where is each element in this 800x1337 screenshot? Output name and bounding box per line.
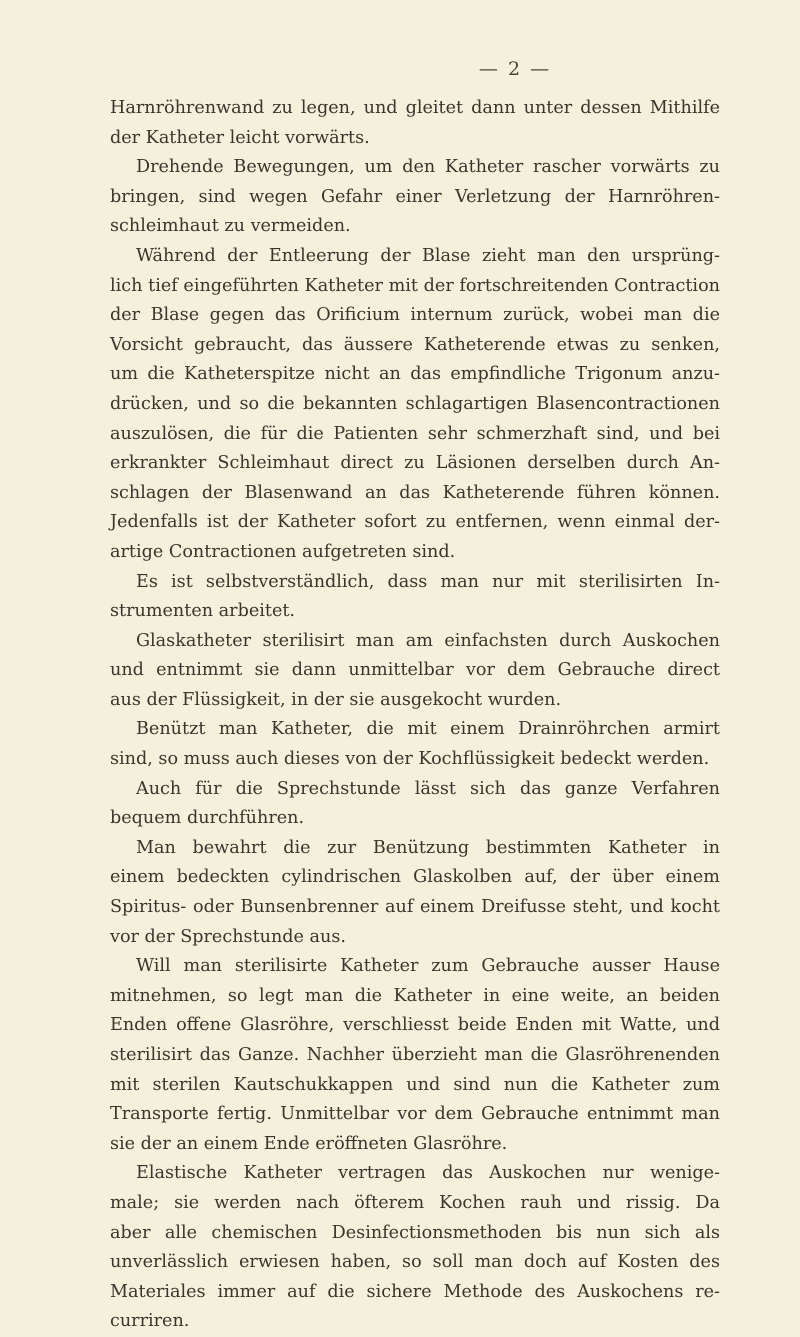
text-line: mit sterilen Kautschukkappen und sind nun die Katheter zum <box>110 1074 720 1095</box>
text-line: einem bedeckten cylindrischen Glaskolben auf, der über einem <box>110 867 720 888</box>
text-line: sie der an einem Ende eröffneten Glasröhre. <box>110 1133 508 1154</box>
text-line: schleimhaut zu vermeiden. <box>110 216 351 237</box>
text-line: Drehende Bewegungen, um den Katheter rascher vorwärts zu <box>136 157 720 178</box>
text-line: Glaskatheter sterilisirt man am einfachsten durch Auskochen <box>136 630 720 651</box>
text-line: unverlässlich erwiesen haben, so soll man doch auf Kosten des <box>110 1252 720 1273</box>
text-line: Enden offene Glasröhre, verschliesst beide Enden mit Watte, und <box>110 1015 720 1036</box>
paragraph <box>110 952 720 1159</box>
paragraph <box>110 153 720 242</box>
text-line: Transporte fertig. Unmittelbar vor dem Gebrauche entnimmt man <box>110 1104 720 1125</box>
text-line: lich tief eingeführten Katheter mit der fortschreitenden Contraction <box>110 275 720 296</box>
text-line: der Blase gegen das Orificium internum zurück, wobei man die <box>110 305 720 326</box>
text-line: vor der Sprechstunde aus. <box>110 926 347 947</box>
text-line: sind, so muss auch dieses von der Kochflüssigkeit bedeckt werden. <box>110 749 710 770</box>
text-line: Jedenfalls ist der Katheter sofort zu entfernen, wenn einmal der- <box>110 512 720 533</box>
text-line: Während der Entleerung der Blase zieht man den ursprüng- <box>136 245 720 266</box>
text-line: schlagen der Blasenwand an das Katheterende führen können. <box>110 482 720 503</box>
paragraph <box>110 715 720 774</box>
text-line: drücken, und so die bekannten schlagartigen Blasencontractionen <box>110 393 720 414</box>
paragraph <box>110 627 720 716</box>
text-line: aber alle chemischen Desinfectionsmethoden bis nun sich als <box>110 1222 720 1243</box>
paragraph <box>110 775 720 834</box>
text-line: Benützt man Katheter, die mit einem Drainröhrchen armirt <box>136 719 720 740</box>
paragraph <box>110 834 720 952</box>
text-line: Man bewahrt die zur Benützung bestimmten Katheter in <box>136 837 720 858</box>
text-line: der Katheter leicht vorwärts. <box>110 127 370 148</box>
paragraph <box>110 242 720 568</box>
text-line: Will man sterilisirte Katheter zum Gebrauche ausser Hause <box>136 956 720 977</box>
body-text <box>110 94 720 1337</box>
text-line: um die Katheterspitze nicht an das empfindliche Trigonum anzu- <box>110 364 720 385</box>
text-line: und entnimmt sie dann unmittelbar vor dem Gebrauche direct <box>110 660 720 681</box>
text-line: aus der Flüssigkeit, in der sie ausgekocht wurden. <box>110 689 562 710</box>
text-line: Harnröhrenwand zu legen, und gleitet dann unter dessen Mithilfe <box>110 98 720 118</box>
text-line: sterilisirt das Ganze. Nachher überzieht man die Glasröhrenenden <box>110 1045 720 1065</box>
text-line: mitnehmen, so legt man die Katheter in eine weite, an beiden <box>110 985 720 1006</box>
document-page <box>110 58 720 1337</box>
text-line: erkrankter Schleimhaut direct zu Läsionen derselben durch An- <box>110 453 720 474</box>
text-line: Spiritus- oder Bunsenbrenner auf einem Dreifusse steht, und kocht <box>110 897 720 918</box>
text-line: bequem durchführen. <box>110 808 305 829</box>
text-line: auszulösen, die für die Patienten sehr schmerzhaft sind, und bei <box>110 423 720 444</box>
paragraph <box>110 94 720 153</box>
page-number: — 2 — <box>478 58 552 80</box>
paragraph <box>110 1159 720 1337</box>
text-line: Materiales immer auf die sichere Methode des Auskochens re- <box>110 1281 720 1302</box>
paragraph <box>110 568 720 627</box>
text-line: Es ist selbstverständlich, dass man nur mit sterilisirten In- <box>136 571 720 592</box>
text-line: strumenten arbeitet. <box>110 601 296 622</box>
text-line: Elastische Katheter vertragen das Auskochen nur wenige- <box>136 1163 720 1184</box>
text-line: Vorsicht gebraucht, das äussere Katheterende etwas zu senken, <box>110 334 720 355</box>
text-line: curriren. <box>110 1311 190 1332</box>
text-line: Auch für die Sprechstunde lässt sich das ganze Verfahren <box>136 778 720 799</box>
text-line: artige Contractionen aufgetreten sind. <box>110 541 456 562</box>
text-line: bringen, sind wegen Gefahr einer Verletzung der Harnröhren- <box>110 186 720 207</box>
text-line: male; sie werden nach öfterem Kochen rauh und rissig. Da <box>110 1192 720 1213</box>
